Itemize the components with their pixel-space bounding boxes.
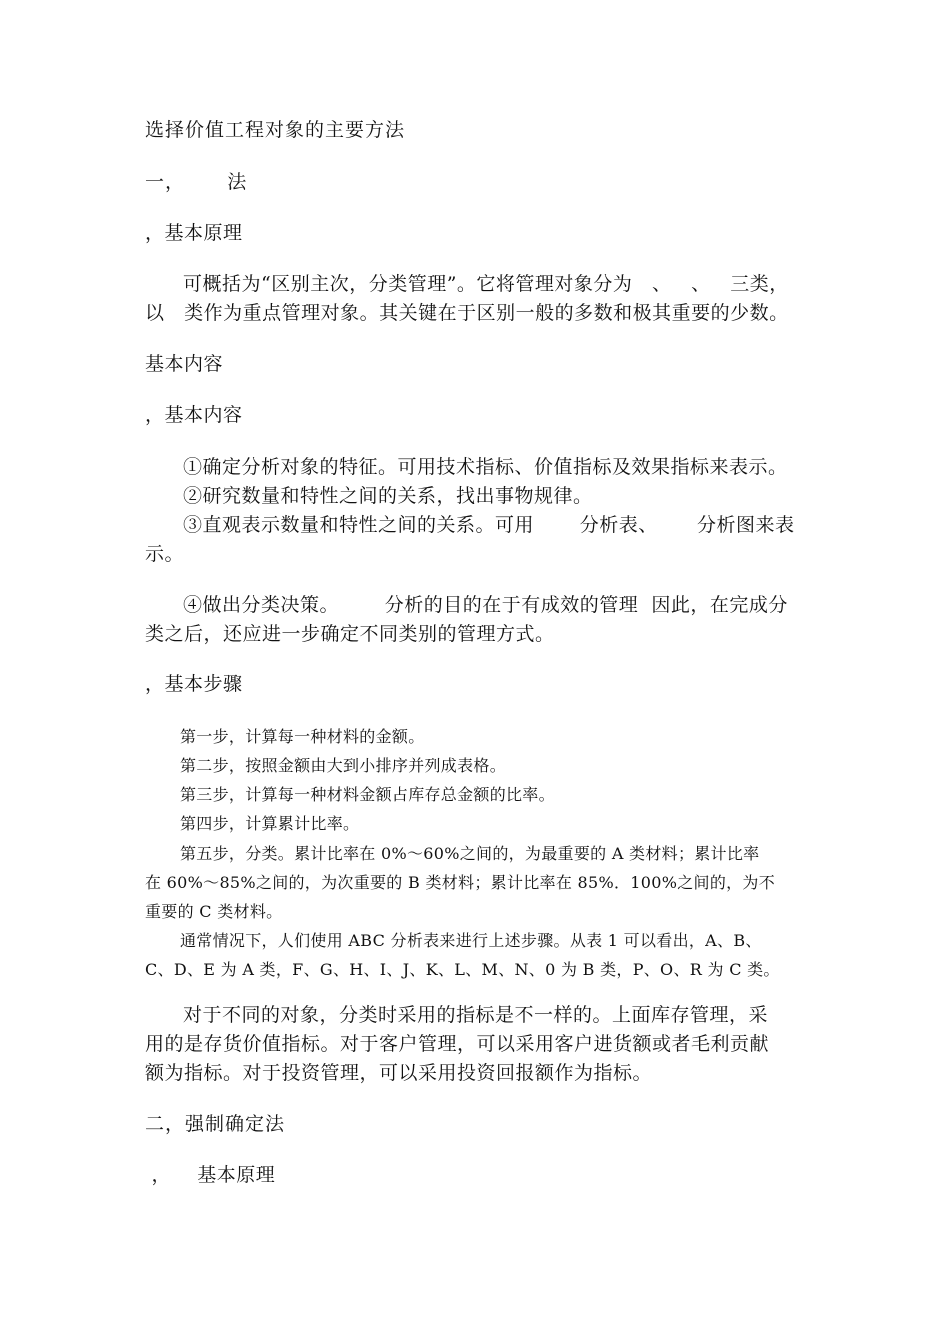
section-2-heading: 二，强制确定法 bbox=[145, 1113, 286, 1135]
section-1-subheading-steps: ，基本步骤 bbox=[145, 673, 243, 695]
step-1: 第一步，计算每一种材料的金额。 bbox=[180, 727, 425, 746]
step-3: 第三步，计算每一种材料金额占库存总金额的比率。 bbox=[180, 785, 555, 804]
section-2-subheading-principle: ， 基本原理 bbox=[145, 1164, 276, 1186]
step-5-line-2: 在 60%～85%之间的，为次重要的 B 类材料；累计比率在 85%．100%之间的，为不 bbox=[145, 873, 776, 892]
indicator-paragraph-line-3: 额为指标。对于投资管理，可以采用投资回报额作为指标。 bbox=[145, 1062, 653, 1084]
principle-line-2: 以 类作为重点管理对象。其关键在于区别一般的多数和极其重要的少数。 bbox=[145, 302, 789, 324]
content-item-4-continued: 类之后，还应进一步确定不同类别的管理方式。 bbox=[145, 623, 555, 645]
content-heading: 基本内容 bbox=[145, 353, 224, 375]
step-2: 第二步，按照金额由大到小排序并列成表格。 bbox=[180, 756, 507, 775]
step-4: 第四步，计算累计比率。 bbox=[180, 814, 360, 833]
principle-line-1: 可概括为“区别主次，分类管理”。它将管理对象分为 、 、 三类， bbox=[183, 273, 789, 295]
indicator-paragraph-line-1: 对于不同的对象，分类时采用的指标是不一样的。上面库存管理，采 bbox=[183, 1004, 769, 1026]
content-item-4: ④做出分类决策。 分析的目的在于有成效的管理 因此，在完成分 bbox=[183, 594, 788, 616]
step-5-line-3: 重要的 C 类材料。 bbox=[145, 902, 283, 921]
abc-note-line-2: C、D、E 为 A 类，F、G、H、I、J、K、L、M、N、0 为 B 类，P、O、R 为 C 类。 bbox=[145, 960, 780, 979]
content-item-1: ①确定分析对象的特征。可用技术指标、价值指标及效果指标来表示。 bbox=[183, 456, 788, 478]
document-title: 选择价值工程对象的主要方法 bbox=[145, 119, 406, 141]
section-1-heading: 一， 法 bbox=[145, 171, 248, 193]
content-item-3: ③直观表示数量和特性之间的关系。可用 分析表、 分析图来表 bbox=[183, 514, 795, 536]
content-item-3-continued: 示。 bbox=[145, 543, 185, 565]
section-1-subheading-principle: ，基本原理 bbox=[145, 222, 243, 244]
indicator-paragraph-line-2: 用的是存货价值指标。对于客户管理，可以采用客户进货额或者毛利贡献 bbox=[145, 1033, 770, 1055]
step-5: 第五步，分类。累计比率在 0%～60%之间的，为最重要的 A 类材料；累计比率 bbox=[180, 844, 760, 863]
section-1-subheading-content: ，基本内容 bbox=[145, 404, 243, 426]
content-item-2: ②研究数量和特性之间的关系，找出事物规律。 bbox=[183, 485, 593, 507]
abc-note-line-1: 通常情况下，人们使用 ABC 分析表来进行上述步骤。从表 1 可以看出，A、B、 bbox=[180, 931, 762, 950]
